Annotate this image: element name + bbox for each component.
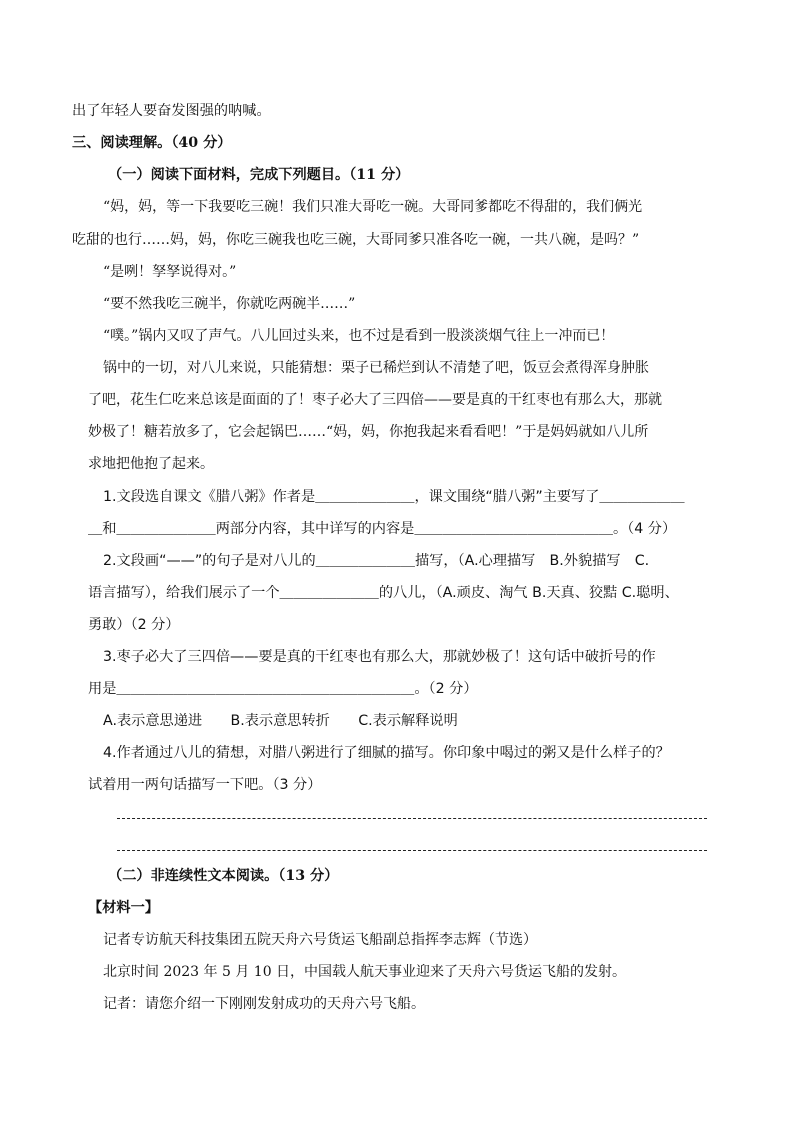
material-line: 北京时间 2023 年 5 月 10 日，中国载人航天事业迎来了天舟六号货运飞船的发射。 bbox=[103, 964, 627, 980]
passage-line: 求地把他抱了起来。 bbox=[88, 456, 214, 472]
material-line: 记者专访航天科技集团五院天舟六号货运飞船副总指挥李志辉（节选） bbox=[103, 932, 537, 948]
question-4-line: 试着用一两句话描写一下吧。（3 分） bbox=[88, 777, 322, 793]
intro-line: 出了年轻人要奋发图强的呐喊。 bbox=[72, 103, 271, 119]
part2-title: （二）非连续性文本阅读。（13 分） bbox=[108, 868, 339, 884]
question-3-line: 3.枣子必大了三四倍——要是真的干红枣也有那么大，那就妙极了！这句话中破折号的作 bbox=[103, 649, 656, 665]
part1-title: （一）阅读下面材料，完成下列题目。（11 分） bbox=[108, 167, 410, 183]
question-2-line: 语言描写），给我们展示了一个＿＿＿＿＿＿＿的八儿，（A.顽皮、淘气 B.天真、狡黠 C.聪明、 bbox=[88, 585, 679, 601]
question-2-line: 勇敢）（2 分） bbox=[88, 617, 180, 633]
material-label: 【材料一】 bbox=[88, 900, 159, 916]
passage-line: “要不然我吃三碗半，你就吃两碗半……” bbox=[103, 296, 356, 312]
passage-line: 了吧，花生仁吃来总该是面面的了！枣子必大了三四倍——要是真的干红枣也有那么大，那就 bbox=[88, 392, 662, 408]
passage-line: 锅中的一切，对八儿来说，只能猜想：栗子已稀烂到认不清楚了吧，饭豆会煮得浑身肿胀 bbox=[103, 360, 649, 376]
question-1-line: 1.文段选自课文《腊八粥》作者是＿＿＿＿＿＿＿，课文围绕“腊八粥”主要写了＿＿＿＿＿＿ bbox=[103, 489, 685, 505]
question-3-line: 用是＿＿＿＿＿＿＿＿＿＿＿＿＿＿＿＿＿＿＿＿＿。（2 分） bbox=[88, 681, 478, 697]
question-4-line: 4.作者通过八儿的猜想，对腊八粥进行了细腻的描写。你印象中喝过的粥又是什么样子的？ bbox=[103, 745, 670, 761]
section-title: 三、阅读理解。（40 分） bbox=[72, 135, 232, 151]
question-2-line: 2.文段画“——”的句子是对八儿的＿＿＿＿＿＿＿描写，（A.心理描写 B.外貌描写 C. bbox=[103, 553, 650, 569]
material-line: 记者：请您介绍一下刚刚发射成功的天舟六号飞船。 bbox=[103, 996, 425, 1012]
passage-line: “妈，妈，等一下我要吃三碗！我们只准大哥吃一碗。大哥同爹都吃不得甜的，我们俩光 bbox=[103, 199, 643, 215]
passage-line: “噗。”锅内又叹了声气。八儿回过头来，也不过是看到一股淡淡烟气往上一冲而已！ bbox=[103, 328, 615, 344]
question-3-options: A.表示意思递进 B.表示意思转折 C.表示解释说明 bbox=[103, 713, 458, 729]
answer-line bbox=[117, 850, 707, 851]
passage-line: 吃甜的也行……妈，妈，你吃三碗我也吃三碗，大哥同爹只准各吃一碗，一共八碗，是吗？” bbox=[72, 232, 640, 248]
answer-line bbox=[117, 818, 707, 819]
passage-line: “是咧！孥孥说得对。” bbox=[103, 264, 237, 280]
passage-line: 妙极了！糖若放多了，它会起锅巴……“妈，妈，你抱我起来看看吧！”于是妈妈就如八儿所 bbox=[88, 424, 649, 440]
question-1-line: ＿和＿＿＿＿＿＿＿两部分内容，其中详写的内容是＿＿＿＿＿＿＿＿＿＿＿＿＿＿。（4 分） bbox=[88, 521, 677, 537]
